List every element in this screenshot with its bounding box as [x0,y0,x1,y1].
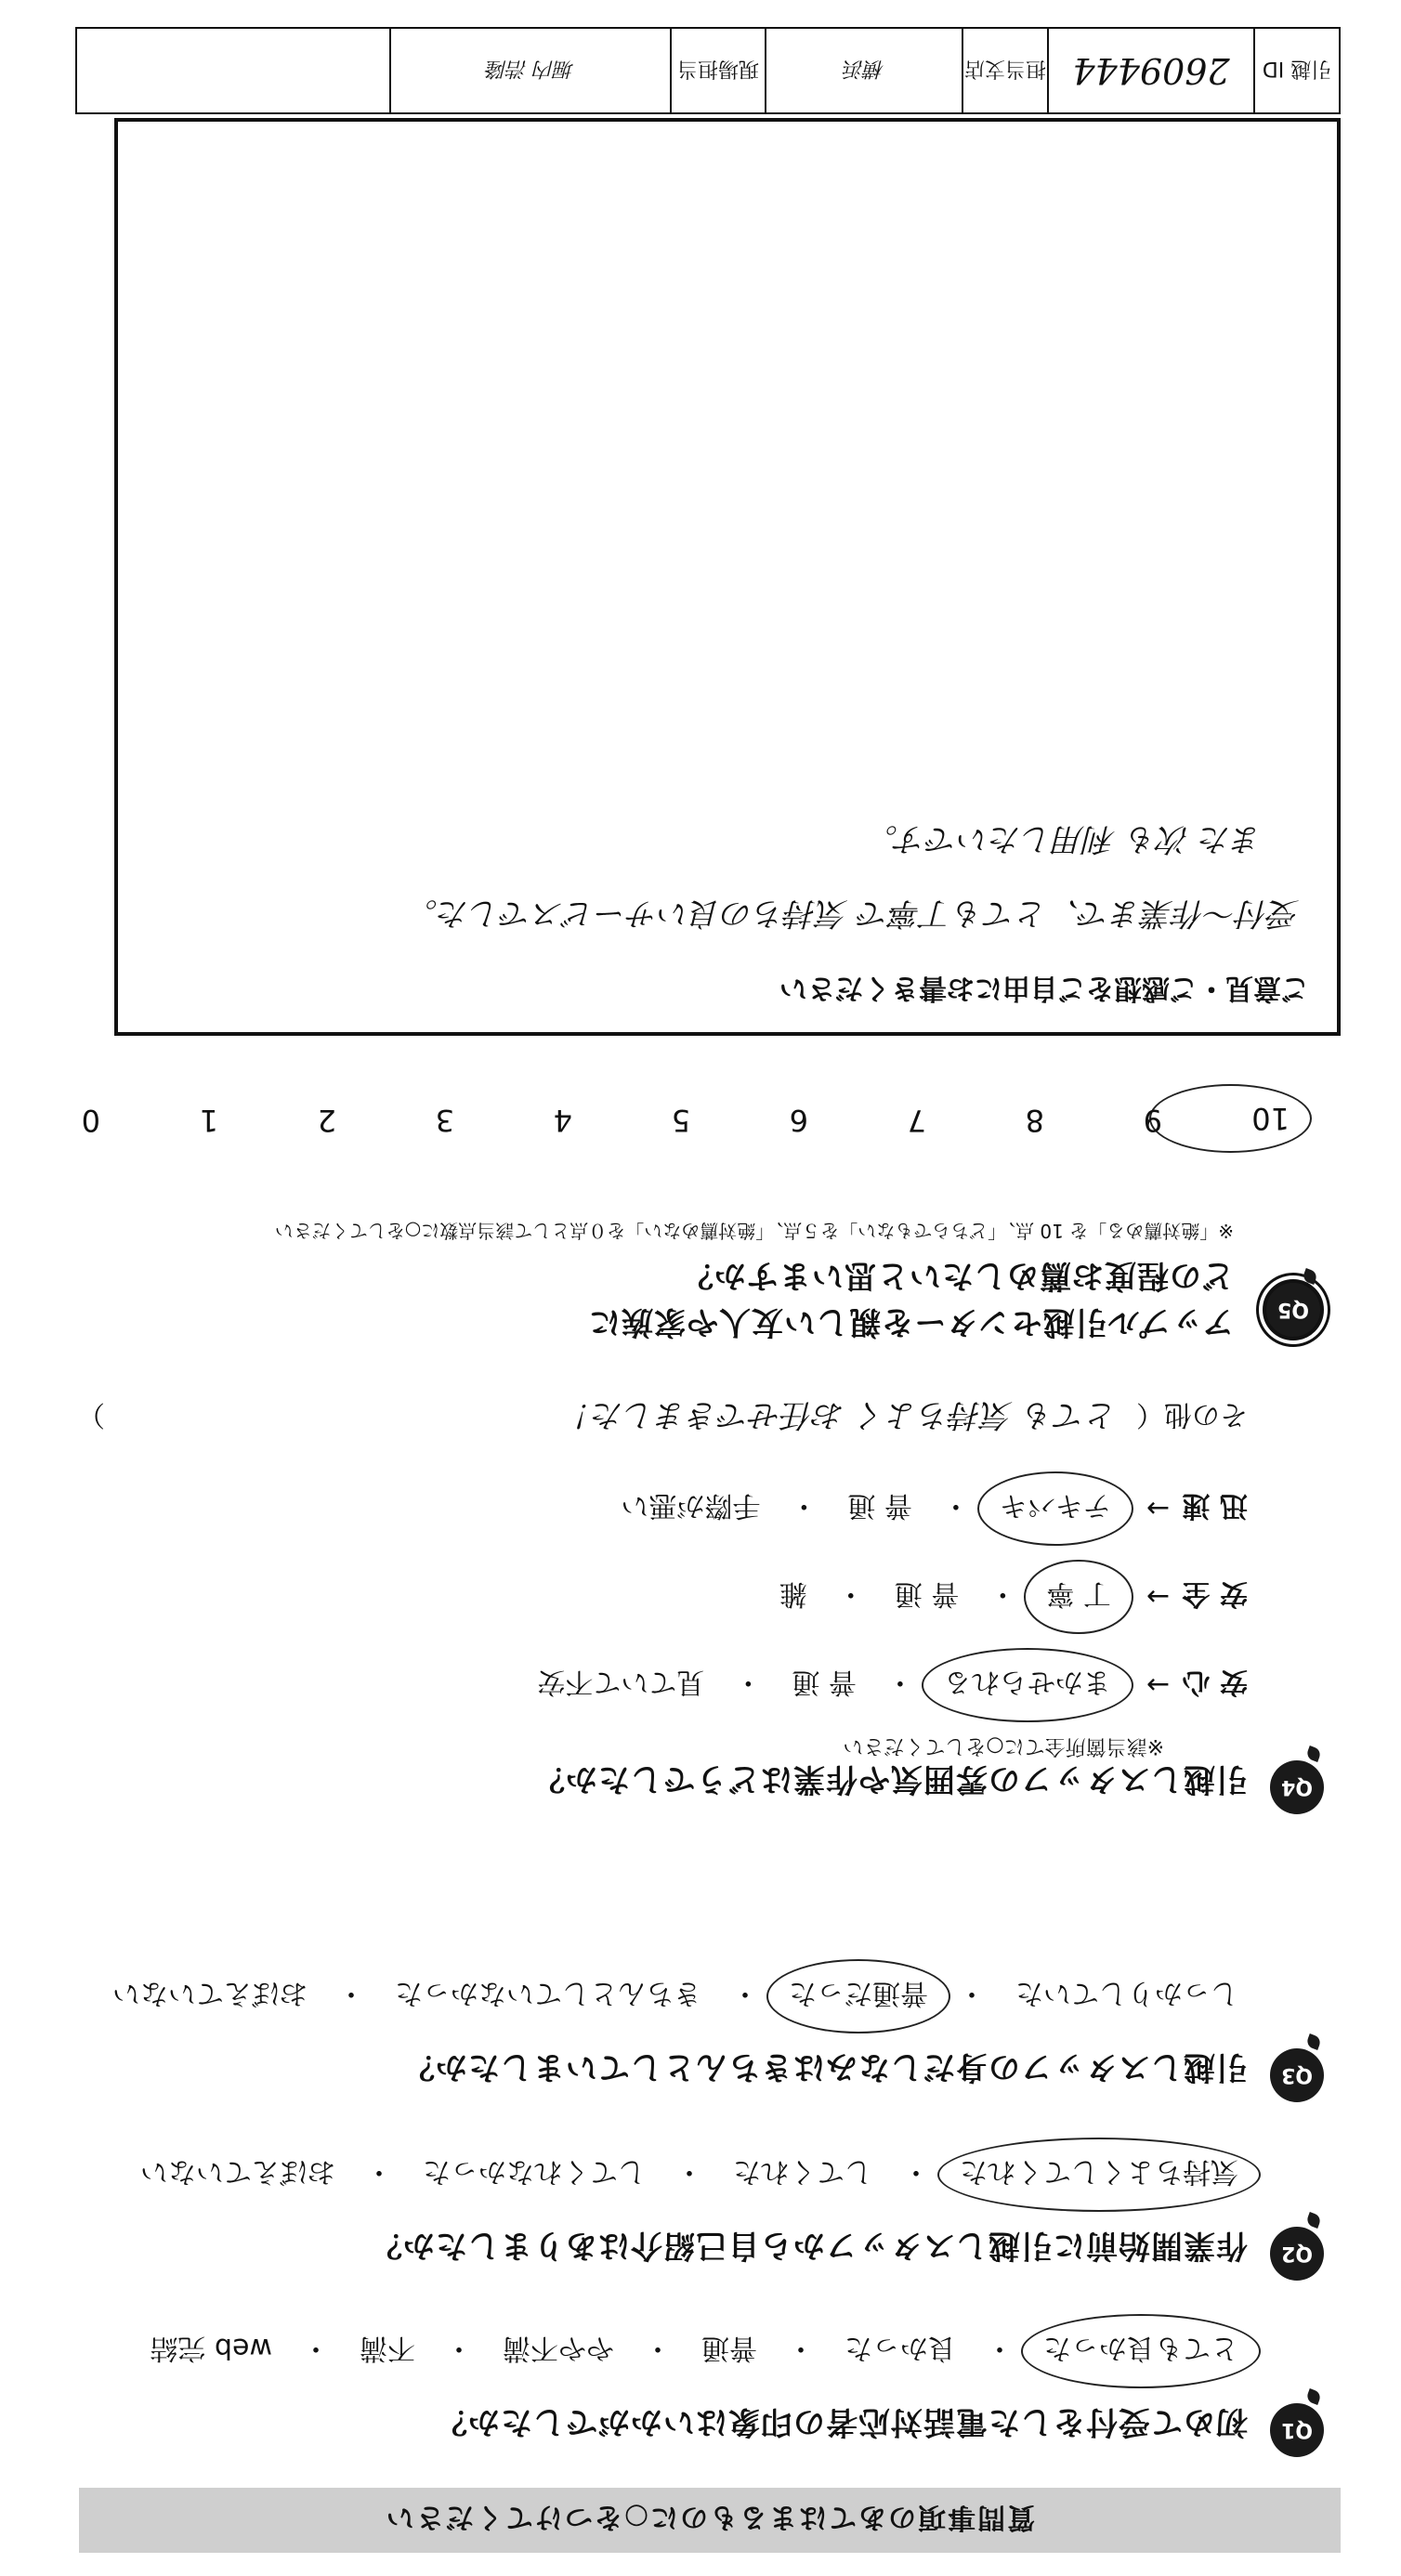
q5-question-line2: どの程度お薦めしたいと思いますか？ [681,1257,1234,1294]
q1-option[interactable]: やや不満 [503,2332,614,2364]
q2-question: 作業開始前に引越しスタッフから自己紹介はありましたか？ [370,2227,1248,2264]
q4-option-selected[interactable]: 丁 寧 [1037,1575,1120,1619]
branch-value: 横浜 [766,29,963,112]
q1-option[interactable]: 良かった [845,2332,956,2364]
q4-row-anshin: 安 心 → まかせられる ・ 普 通 ・ 見ていて不安 [528,1663,1248,1707]
id-value: 2609444 [1049,29,1255,112]
q3-options: しっかりしていた ・ 普通だった ・ きちんとしていなかった ・ おぼえていない [103,1974,1248,2019]
q2-option[interactable]: してくれた [733,2155,872,2188]
q4-row-label: 安 全 [1182,1577,1248,1610]
leader-label: 現場担当 [672,29,766,112]
q1-option[interactable]: 不満 [360,2332,415,2364]
q5-score[interactable]: 6 [789,1103,808,1138]
q5-score[interactable]: 5 [671,1103,690,1138]
q3-option[interactable]: おぼえていない [112,1977,308,2009]
q3-option[interactable]: きちんとしていなかった [395,1977,701,2009]
q1-question: 初めて受付をした電話対応者の印象はいかがでしたか？ [435,2403,1248,2440]
q4-option[interactable]: 普 通 [792,1666,857,1698]
q5-score[interactable]: 7 [907,1103,926,1138]
q4-other-close: ） [77,1398,105,1432]
q5-score[interactable]: 9 [1143,1103,1162,1138]
q4-question: 引越しスタッフの雰囲気や作業はどうでしたか？ [532,1760,1248,1798]
q5-badge: Q5 [1263,1279,1324,1340]
q3-option-selected[interactable]: 普通だった [779,1974,937,2019]
q3-question: 引越しスタッフの身だしなみはきちんとしていましたか？ [402,2048,1248,2086]
q4-option[interactable]: 見ていて不安 [537,1666,705,1698]
comments-box[interactable] [114,118,1341,1036]
q4-row-label: 安 心 [1182,1666,1248,1698]
q1-option[interactable]: web 完結 [150,2332,272,2364]
q4-other-label: その他（ [1136,1398,1248,1432]
q5-scale [0,1099,1299,1138]
q5-score-selected[interactable]: 10 [1162,1099,1299,1138]
comments-handwritten-line2: また 次も 利用したいです。 [866,820,1263,857]
q2-option[interactable]: してくれなかった [423,2155,646,2188]
q4-row-anzen: 安 全 → 丁 寧 ・ 普 通 ・ 雑 [770,1575,1248,1619]
q3-option[interactable]: しっかりしていた [1015,1977,1238,2009]
id-table-blank [77,29,391,112]
comments-label: ご意見・ご感想をご自由にお書きください [779,972,1309,1004]
q2-options: 気持ちよくしてくれた ・ してくれた ・ してくれなかった ・ おぼえていない [131,2152,1248,2197]
q4-row-jinsoku: 迅 速 → テキパキ ・ 普 通 ・ 手際が悪い [611,1486,1248,1531]
q1-badge: Q1 [1270,2403,1324,2457]
q5-score[interactable]: 0 [81,1103,100,1138]
q4-option[interactable]: 雑 [779,1577,807,1610]
q1-option-selected[interactable]: とても良かった [1034,2329,1248,2373]
id-label: 引越 ID [1262,57,1332,81]
q1-options: とても良かった ・ 良かった ・ 普通 ・ やや不満 ・ 不満 ・ web 完結 [140,2329,1248,2373]
q4-option-selected[interactable]: テキパキ [990,1486,1120,1531]
leader-signature: 堀内 浩隆 [391,29,672,112]
q5-question-line1: アップル引越センターを親しい友人や家族に [588,1303,1234,1340]
comments-handwritten-line1: 受付〜作業まで、とても丁寧で 気持ちの良いサービスでした。 [405,895,1300,932]
q5-score[interactable]: 8 [1025,1103,1044,1138]
q4-option-selected[interactable]: まかせられる [935,1663,1120,1707]
q2-option[interactable]: おぼえていない [140,2155,335,2188]
q4-other-handwritten[interactable]: とても 気持ちよく お任せできました！ [560,1396,1118,1433]
q5-score[interactable]: 4 [553,1103,572,1138]
q5-score[interactable]: 1 [199,1103,218,1138]
q4-option[interactable]: 普 通 [894,1577,960,1610]
branch-label: 担当支店 [963,29,1049,112]
q4-option[interactable]: 普 通 [847,1489,912,1522]
q5-score[interactable]: 3 [435,1103,454,1138]
q4-note: ※該当箇所全てに○をしてください [843,1734,1164,1758]
q4-option[interactable]: 手際が悪い [621,1489,761,1522]
q5-note: ※「絶対薦める」を 10 点、「どちらでもない」を５点、「絶対薦めない」を０点として該当点数に○をしてください [274,1220,1234,1242]
q4-other-row [77,1395,1248,1441]
instruction-header: 質問事項のあてはまるものに○をつけてください [79,2488,1341,2553]
q1-option[interactable]: 普通 [701,2332,757,2364]
q4-badge: Q4 [1270,1760,1324,1814]
q2-badge: Q2 [1270,2227,1324,2281]
q5-score[interactable]: 2 [317,1103,336,1138]
q2-option-selected[interactable]: 気持ちよくしてくれた [950,2152,1248,2197]
id-table [75,27,1341,114]
q4-row-label: 迅 速 [1182,1489,1248,1522]
q3-badge: Q3 [1270,2048,1324,2102]
